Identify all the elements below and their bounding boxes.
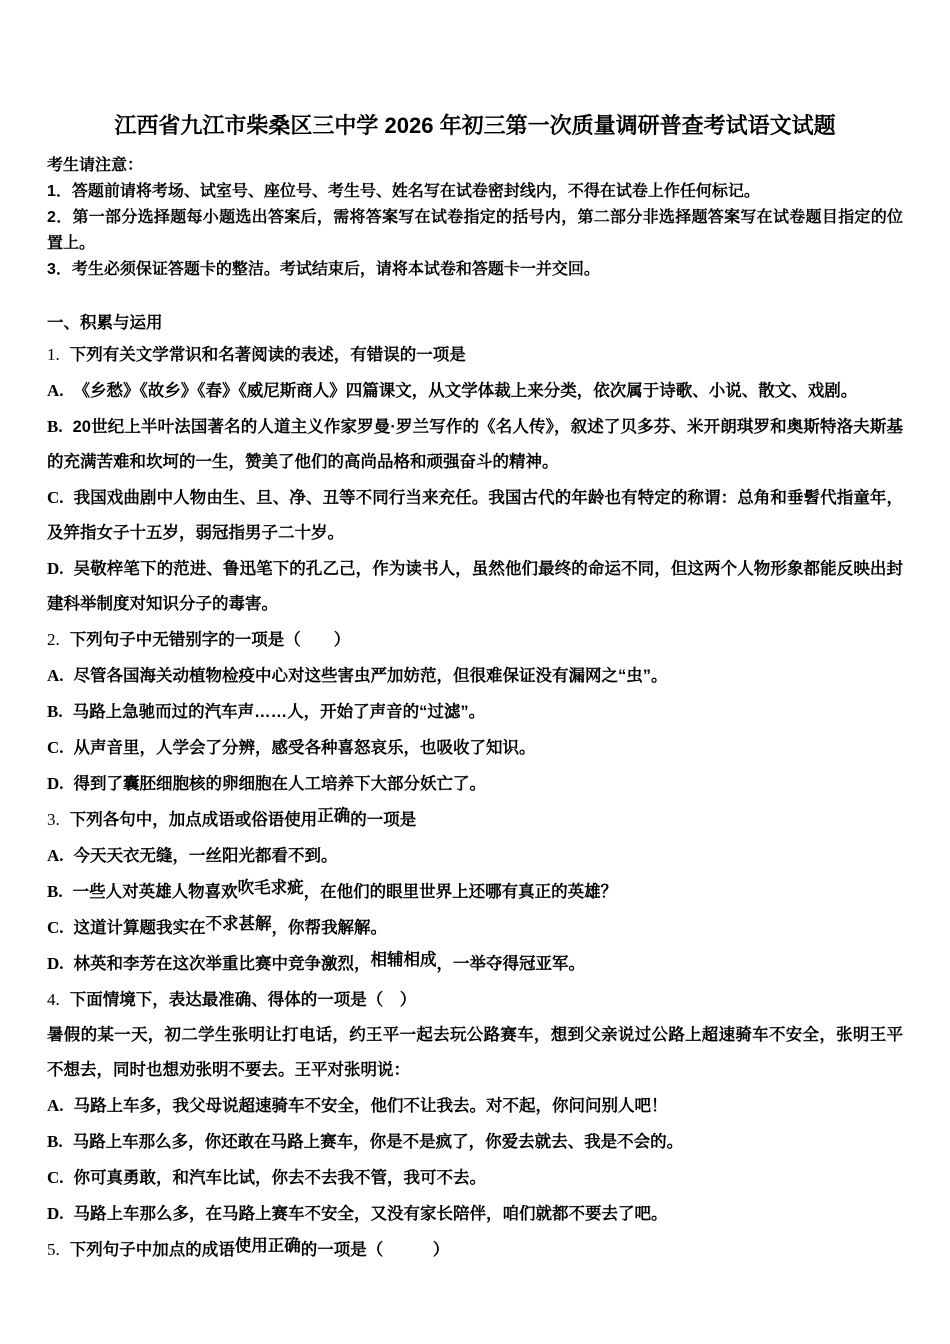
option-text: ，在他们的眼里世界上还哪有真正的英雄？ (303, 883, 618, 901)
option-text: 马路上车多，我父母说超速骑车不安全，他们不让我去。对不起，你问问别人吧！ (73, 1097, 668, 1115)
question-stem (47, 982, 903, 1018)
option-b (47, 874, 903, 910)
question-stem-text: 下列各句中，加点成语或俗语使用 (69, 811, 318, 829)
option-label: A. (47, 1096, 64, 1115)
option-a (47, 838, 903, 874)
option-label: D. (47, 1204, 64, 1223)
question-stem-text: 下列句子中加点的成语 (69, 1241, 235, 1259)
question-number: 5. (47, 1240, 60, 1259)
option-label: D. (47, 774, 64, 793)
notice-heading: 考生请注意： (47, 157, 144, 174)
option-c (47, 480, 903, 551)
option-d (47, 946, 903, 982)
option-text: 尽管各国海关动植物检疫中心对这些害虫严加妨范，但很难保证没有漏网之“虫”。 (73, 667, 668, 685)
question-number: 3. (47, 810, 60, 829)
option-text: 我国戏曲剧中人物由生、旦、净、丑等不同行当来充任。我国古代的年龄也有特定的称谓：总角和垂髫代指童年，及笄指女子十五岁，弱冠指男子二十岁。 (47, 489, 903, 542)
option-b (47, 409, 903, 480)
option-a (47, 658, 903, 694)
option-text: ，一举夺得冠亚军。 (436, 955, 586, 973)
option-a (47, 373, 903, 409)
emphasized-word: 正确 (317, 807, 351, 825)
option-text: 林英和李芳在这次举重比赛中竞争激烈， (73, 955, 371, 973)
option-text: 这道计算题我实在 (73, 919, 206, 937)
option-c (47, 1160, 903, 1196)
question-number: 2. (47, 630, 60, 649)
emphasized-word: 使用正确 (234, 1237, 301, 1255)
question-intro: 暑假的某一天，初二学生张明让打电话，约王平一起去玩公路赛车，想到父亲说过公路上超速骑车不安全，张明王平不想去，同时也想劝张明不要去。王平对张明说： (47, 1026, 903, 1079)
page-title: 江西省九江市柴桑区三中学 2026 年初三第一次质量调研普查考试语文试题 (114, 113, 836, 138)
option-text: 一些人对英雄人物喜欢 (72, 883, 238, 901)
option-a (47, 1088, 903, 1124)
emphasized-idiom: 吹毛求疵 (237, 879, 304, 897)
question-stem (47, 337, 903, 373)
emphasized-idiom: 不求甚解 (205, 915, 272, 933)
question-stem-text: 下列句子中无错别字的一项是（ ） (69, 631, 351, 649)
question-stem-text: 下面情境下，表达最准确、得体的一项是（ ） (69, 991, 417, 1009)
option-b (47, 1124, 903, 1160)
option-d (47, 766, 903, 802)
option-text: ，你帮我解解。 (271, 919, 388, 937)
option-label: A. (47, 381, 64, 400)
option-c (47, 730, 903, 766)
question-stem (47, 622, 903, 658)
option-label: B. (47, 702, 63, 721)
option-text: 20世纪上半叶法国著名的人道主义作家罗曼·罗兰写作的《名人传》，叙述了贝多芬、米开朗琪罗和奥斯特洛夫斯基的充满苦难和坎坷的一生，赞美了他们的高尚品格和顽强奋斗的精神。 (47, 418, 903, 471)
option-text: 今天天衣无缝，一丝阳光都看不到。 (73, 847, 338, 865)
option-text: 马路上急驰而过的汽车声……人，开始了声音的“过滤”。 (72, 703, 486, 721)
option-label: B. (47, 1132, 63, 1151)
option-label: C. (47, 1168, 64, 1187)
section-heading: 一、积累与运用 (47, 314, 163, 332)
option-label: C. (47, 918, 64, 937)
option-text: 马路上车那么多，在马路上赛车不安全，又没有家长陪伴，咱们就都不要去了吧。 (73, 1205, 668, 1223)
option-label: A. (47, 846, 64, 865)
notice-item: 3．考生必须保证答题卡的整洁。考试结束后，请将本试卷和答题卡一并交回。 (47, 261, 600, 278)
question-1 (47, 337, 903, 622)
question-stem-text: 下列有关文学常识和名著阅读的表述，有错误的一项是 (69, 346, 466, 364)
option-text: 《乡愁》《故乡》《春》《威尼斯商人》四篇课文，从文学体裁上来分类，依次属于诗歌、小说、散文、戏剧。 (73, 382, 858, 400)
option-c (47, 910, 903, 946)
option-text: 马路上车那么多，你还敢在马路上赛车，你是不是疯了，你爱去就去、我是不会的。 (72, 1133, 684, 1151)
notice-item: 1．答题前请将考场、试室号、座位号、考生号、姓名写在试卷密封线内，不得在试卷上作任何标记。 (47, 183, 760, 200)
option-label: D. (47, 954, 64, 973)
option-text: 你可真勇敢，和汽车比试，你去不去我不管，我可不去。 (73, 1169, 487, 1187)
question-4 (47, 982, 903, 1232)
question-number: 4. (47, 990, 60, 1009)
exam-body (47, 309, 903, 1268)
option-label: D. (47, 559, 64, 578)
option-d (47, 551, 903, 622)
question-stem (47, 1232, 903, 1268)
option-b (47, 694, 903, 730)
option-d (47, 1196, 903, 1232)
option-label: B. (47, 882, 63, 901)
notice-block (47, 153, 903, 283)
option-text: 从声音里，人学会了分辨，感受各种喜怒哀乐，也吸收了知识。 (73, 739, 536, 757)
question-2 (47, 622, 903, 802)
option-label: C. (47, 738, 64, 757)
option-label: A. (47, 666, 64, 685)
option-label: C. (47, 488, 64, 507)
option-text: 吴敬梓笔下的范进、鲁迅笔下的孔乙己，作为读书人，虽然他们最终的命运不同，但这两个人物形象都能反映出封建科举制度对知识分子的毒害。 (47, 560, 903, 613)
question-stem-text: 的一项是（ ） (300, 1241, 450, 1259)
question-stem-text: 的一项是 (350, 811, 417, 829)
notice-item: 2．第一部分选择题每小题选出答案后，需将答案写在试卷指定的括号内，第二部分非选择题答案写在试卷题目指定的位置上。 (47, 209, 903, 252)
question-5 (47, 1232, 903, 1268)
emphasized-idiom: 相辅相成 (370, 951, 437, 969)
question-number: 1. (47, 345, 60, 364)
question-3 (47, 802, 903, 982)
option-label: B. (47, 417, 63, 436)
question-stem (47, 802, 903, 838)
option-text: 得到了囊胚细胞核的卵细胞在人工培养下大部分妖亡了。 (73, 775, 487, 793)
